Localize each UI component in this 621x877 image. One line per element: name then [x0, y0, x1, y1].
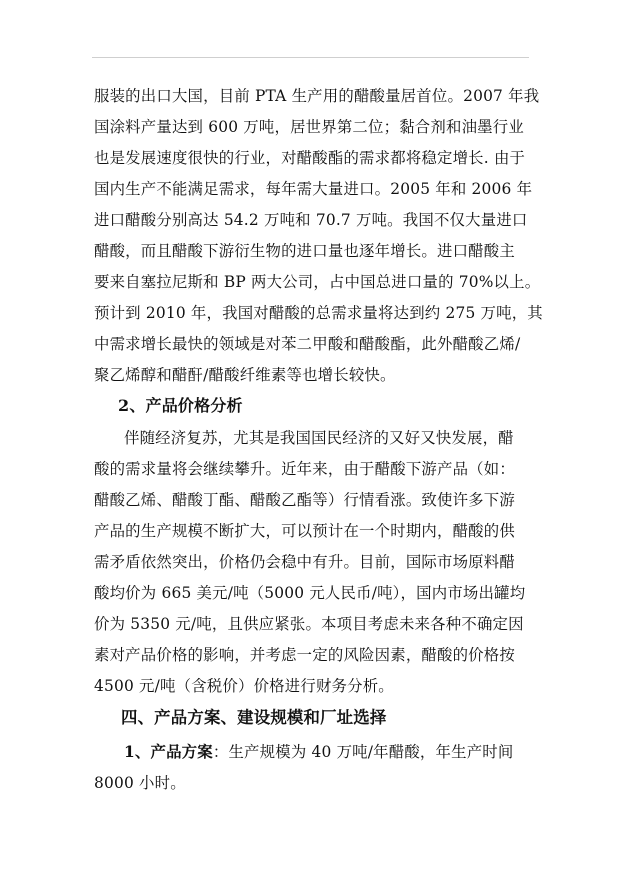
- paragraph-2-line-6: 酸均价为 665 美元/吨（5000 元人民币/吨），国内市场出罐均: [94, 584, 526, 602]
- heading-section-4: 四、产品方案、建设规模和厂址选择: [121, 708, 387, 727]
- paragraph-2-line-7: 价为 5350 元/吨，且供应紧张。本项目考虑未来各种不确定因: [94, 615, 524, 633]
- paragraph-1-line-3: 也是发展速度很快的行业，对醋酸酯的需求都将稳定增长. 由于: [94, 149, 526, 167]
- paragraph-2-line-5: 需矛盾依然突出，价格仍会稳中有升。目前，国际市场原料醋: [94, 553, 515, 571]
- paragraph-1-line-1: 服装的出口大国，目前 PTA 生产用的醋酸量居首位。2007 年我: [94, 87, 540, 105]
- header-rule: [92, 57, 529, 58]
- paragraph-1-line-2: 国涂料产量达到 600 万吨，居世界第二位；黏合剂和油墨行业: [94, 118, 524, 136]
- paragraph-3-line-2: 8000 小时。: [94, 774, 186, 792]
- paragraph-1-line-10: 聚乙烯醇和醋酐/醋酸纤维素等也增长较快。: [94, 366, 396, 384]
- paragraph-1-line-6: 醋酸，而且醋酸下游衍生物的进口量也逐年增长。进口醋酸主: [94, 242, 515, 260]
- paragraph-1-line-8: 预计到 2010 年，我国对醋酸的总需求量将达到约 275 万吨，其: [94, 304, 543, 322]
- paragraph-3-line-1: [124, 742, 513, 762]
- product-plan-label: 1、产品方案: [124, 743, 213, 761]
- paragraph-2-line-3: 醋酸乙烯、醋酸丁酯、醋酸乙酯等）行情看涨。致使许多下游: [94, 491, 515, 509]
- paragraph-2-line-9: 4500 元/吨（含税价）价格进行财务分析。: [94, 677, 394, 695]
- product-plan-text: ：生产规模为 40 万吨/年醋酸，年生产时间: [212, 743, 514, 761]
- paragraph-1-line-9: 中需求增长最快的领域是对苯二甲酸和醋酸酯，此外醋酸乙烯/: [94, 335, 521, 353]
- paragraph-2-line-8: 素对产品价格的影响，并考虑一定的风险因素，醋酸的价格按: [94, 646, 515, 664]
- paragraph-2-line-2: 酸的需求量将会继续攀升。近年来，由于醋酸下游产品（如：: [94, 460, 515, 478]
- paragraph-2-line-4: 产品的生产规模不断扩大，可以预计在一个时期内，醋酸的供: [94, 522, 515, 540]
- paragraph-2-line-1: 伴随经济复苏，尤其是我国国民经济的又好又快发展，醋: [124, 429, 514, 447]
- paragraph-1-line-7: 要来自塞拉尼斯和 BP 两大公司，占中国总进口量的 70%以上。: [94, 273, 541, 291]
- paragraph-1-line-4: 国内生产不能满足需求，每年需大量进口。2005 年和 2006 年: [94, 180, 533, 198]
- paragraph-1-line-5: 进口醋酸分别高达 54.2 万吨和 70.7 万吨。我国不仅大量进口: [94, 211, 528, 229]
- heading-price-analysis: 2、产品价格分析: [118, 396, 243, 415]
